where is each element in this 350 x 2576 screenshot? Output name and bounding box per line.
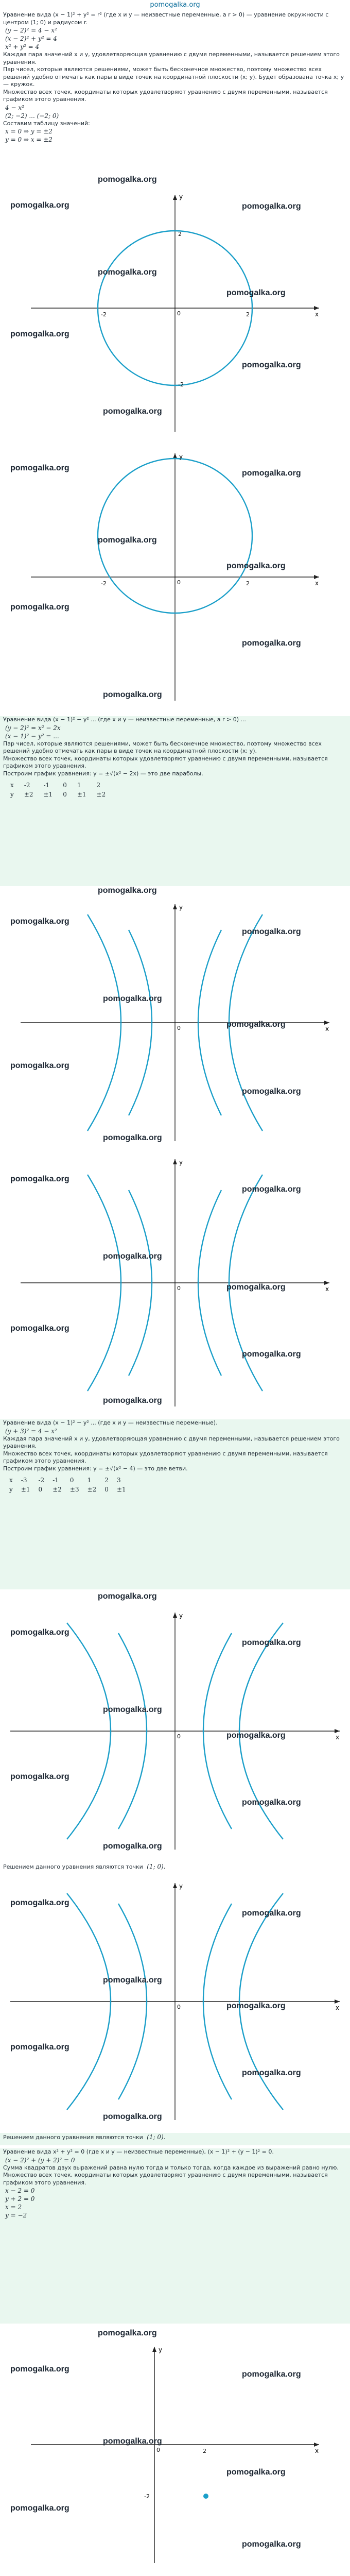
y-arrow-icon <box>173 1159 177 1164</box>
origin: 0 <box>177 2004 181 2010</box>
problem-a-eq3: x² + y² = 4 <box>5 43 40 50</box>
problem-a-p3: Множество всех точек, координаты которых удовлетворяют уравнению с двумя переменными, называется графиком этого уравнения. <box>3 88 328 103</box>
case-1: x − 2 = 0 <box>5 2187 35 2194</box>
table-cell: 0 <box>63 782 67 789</box>
problem-c-p2: Множество всех точек, координаты которых удовлетворяют уравнению с двумя переменными, называется графиком этого уравнения. <box>3 1450 328 1464</box>
table-cell: 0 <box>69 1477 74 1484</box>
origin: 0 <box>177 1733 181 1740</box>
y-label: y <box>179 1883 183 1890</box>
watermark: pomogalka.org <box>10 201 69 210</box>
graph-a2 <box>0 443 350 711</box>
table-cell: ±3 <box>69 1486 79 1493</box>
y-arrow-icon <box>173 195 177 200</box>
problem-c-p1: Каждая пара значений x и y, удовлетворяющая уравнению с двумя переменными, называется решением этого уравнения. <box>3 1435 340 1449</box>
table-cell: ±2 <box>96 791 106 798</box>
table-cell: 1 <box>87 1477 92 1484</box>
x-label: x <box>325 1285 329 1293</box>
watermark: pomogalka.org <box>103 1705 162 1714</box>
watermark: pomogalka.org <box>98 268 157 277</box>
tick-mtwo: -2 <box>101 311 107 318</box>
watermark: pomogalka.org <box>226 289 286 297</box>
problem-c-answer-2 <box>0 2133 350 2145</box>
table-cell: ±2 <box>24 791 33 798</box>
tick-y-mtwo: -2 <box>144 2493 150 2500</box>
table-cell: -1 <box>43 782 50 789</box>
x-arrow-icon <box>324 1281 329 1285</box>
table-cell: 3 <box>116 1477 121 1484</box>
y-arrow-icon <box>173 1613 177 1618</box>
x-arrow-icon <box>314 306 319 310</box>
problem-b-intro: Уравнение вида (x − 1)² − y² ... (где x и y — неизвестные переменные, а r > 0) ... <box>3 716 247 723</box>
watermark: pomogalka.org <box>98 2329 157 2337</box>
answer-value: (1; 0). <box>147 1863 166 1870</box>
table-cell: ±1 <box>116 1486 126 1493</box>
problem-b-p3: Построим график уравнения: y = ±√(x² − 2x) — это две параболы. <box>3 770 203 777</box>
table-cell: y <box>9 1486 13 1493</box>
watermark: pomogalka.org <box>10 1324 69 1333</box>
problem-b-eq1: (y − 2)² = x² − 2x <box>5 724 61 732</box>
origin: 0 <box>177 1285 181 1292</box>
watermark: pomogalka.org <box>242 2540 301 2549</box>
table-cell: 2 <box>104 1477 109 1484</box>
watermark: pomogalka.org <box>103 2437 162 2446</box>
problem-a-p2: Пар чисел, которые являются решениями, может быть бесконечное множество, поэтому множество всех решений удобно отмечать как пары в виде точек на координатной плоскости (x; y). Будет образована точка x; y — кружок. <box>3 66 344 88</box>
x-arrow-icon <box>324 1021 329 1025</box>
watermark: pomogalka.org <box>103 1252 162 1261</box>
x-arrow-icon <box>335 1729 340 1733</box>
problem-a-eq2: (x − 2)² + y² = 4 <box>5 35 57 42</box>
watermark: pomogalka.org <box>103 1396 162 1405</box>
case-4: y = −2 <box>5 2212 27 2219</box>
x-label: x <box>315 580 319 587</box>
watermark: pomogalka.org <box>10 2504 69 2513</box>
answer-value: (1; 0). <box>147 2133 166 2141</box>
watermark: pomogalka.org <box>242 361 301 369</box>
watermark: pomogalka.org <box>10 330 69 338</box>
tick-two: 2 <box>246 311 250 318</box>
y-arrow-icon <box>152 2347 156 2352</box>
watermark: pomogalka.org <box>10 1772 69 1781</box>
x-label: x <box>315 311 319 318</box>
watermark: pomogalka.org <box>10 1175 69 1183</box>
watermark: pomogalka.org <box>10 1628 69 1637</box>
watermark: pomogalka.org <box>103 994 162 1003</box>
problem-b-p2: Множество всех точек, координаты которых удовлетворяют уравнению с двумя переменными, называется графиком этого уравнения. <box>3 755 328 769</box>
watermark: pomogalka.org <box>242 1087 301 1096</box>
problem-a-p1: Каждая пара значений x и y, удовлетворяющая уравнению с двумя переменными, называется решением этого уравнения. <box>3 51 340 65</box>
table-cell: ±1 <box>21 1486 30 1493</box>
watermark: pomogalka.org <box>242 639 301 648</box>
origin: 0 <box>177 310 181 317</box>
x-label: x <box>315 2447 319 2454</box>
x-arrow-icon <box>314 575 319 579</box>
site-header[interactable]: pomogalka.org <box>0 0 350 10</box>
x-arrow-icon <box>314 2443 319 2447</box>
table-cell: -2 <box>38 1477 45 1484</box>
problem-c-eq1: (y + 3)² = 4 − x² <box>5 1427 57 1435</box>
y-label: y <box>159 2346 163 2353</box>
case-2: y + 2 = 0 <box>5 2195 35 2202</box>
problem-d-intro: Уравнение вида x² + y² = 0 (где x и y — неизвестные переменные), (x − 1)² + (y − 1)² = 0. <box>3 2148 274 2155</box>
watermark: pomogalka.org <box>98 175 157 184</box>
watermark: pomogalka.org <box>103 1133 162 1142</box>
problem-d-text <box>0 2148 350 2324</box>
y-label: y <box>179 904 183 911</box>
watermark: pomogalka.org <box>226 562 286 570</box>
tick-two: 2 <box>203 2448 206 2454</box>
graph-a1 <box>0 184 350 442</box>
watermark: pomogalka.org <box>242 2069 301 2077</box>
problem-c-intro: Уравнение вида (x − 1)² − y² ... (где x и y — неизвестные переменные). <box>3 1419 218 1426</box>
x-label: x <box>336 2004 340 2011</box>
watermark: pomogalka.org <box>10 603 69 612</box>
problem-b-text <box>0 716 350 886</box>
y-arrow-icon <box>173 1883 177 1888</box>
problem-c-table <box>5 1476 130 1494</box>
watermark: pomogalka.org <box>10 1899 69 1907</box>
watermark: pomogalka.org <box>103 1842 162 1851</box>
problem-b-table <box>5 781 111 799</box>
problem-d-p1: Сумма квадратов двух выражений равна нулю тогда и только тогда, когда каждое из выражений равно нулю. <box>3 2164 339 2171</box>
problem-a-row4: y = 0 ⇒ x = ±2 <box>5 136 52 143</box>
problem-a-table-caption: Составим таблицу значений: <box>3 120 90 127</box>
problem-d-p2: Множество всех точек, координаты которых удовлетворяют уравнению с двумя переменными, называется графиком этого уравнения. <box>3 2172 328 2186</box>
table-cell: 0 <box>63 791 67 798</box>
problem-b-p1: Пар чисел, которые являются решениями, может быть бесконечное множество, поэтому множество всех решений удобно отмечать как пары в виде точек на координатной плоскости (x; y). <box>3 740 322 754</box>
watermark: pomogalka.org <box>242 1798 301 1807</box>
problem-a-row2: (2; −2) ... (−2; 0) <box>5 112 59 120</box>
table-cell: ±2 <box>87 1486 97 1493</box>
watermark: pomogalka.org <box>226 2468 286 2477</box>
y-label: y <box>179 193 183 200</box>
table-cell: x <box>9 1477 13 1484</box>
answer-label: Решением данного уравнения являются точки <box>3 1863 143 1870</box>
problem-c-answer-1 <box>0 1862 350 1875</box>
watermark: pomogalka.org <box>226 1283 286 1292</box>
watermark: pomogalka.org <box>226 1731 286 1740</box>
watermark: pomogalka.org <box>103 407 162 416</box>
origin: 0 <box>177 1025 181 1031</box>
problem-c-text <box>0 1419 350 1589</box>
watermark: pomogalka.org <box>226 2002 286 2010</box>
table-cell: ±1 <box>77 791 86 798</box>
problem-a-row3: x = 0 ⇒ y = ±2 <box>5 128 52 135</box>
watermark: pomogalka.org <box>103 690 162 699</box>
watermark: pomogalka.org <box>242 202 301 211</box>
watermark: pomogalka.org <box>10 1061 69 1070</box>
watermark: pomogalka.org <box>242 1638 301 1647</box>
table-cell: 0 <box>38 1486 43 1493</box>
watermark: pomogalka.org <box>98 886 157 895</box>
y-arrow-icon <box>173 904 177 909</box>
table-cell: ±2 <box>52 1486 62 1493</box>
tick-mtwo: -2 <box>101 580 107 587</box>
y-label: y <box>179 1159 183 1166</box>
watermark: pomogalka.org <box>103 1976 162 1985</box>
table-cell: y <box>10 791 14 798</box>
table-cell: -3 <box>21 1477 27 1484</box>
watermark: pomogalka.org <box>98 1592 157 1601</box>
x-label: x <box>336 1734 340 1741</box>
watermark: pomogalka.org <box>242 1350 301 1359</box>
problem-a-row1: 4 − x² <box>5 104 24 111</box>
y-label: y <box>179 1612 183 1619</box>
table-cell: 1 <box>77 782 81 789</box>
problem-a-text <box>0 11 350 176</box>
origin: 0 <box>156 2447 160 2453</box>
x-label: x <box>325 1025 329 1032</box>
table-cell: x <box>10 782 14 789</box>
y-arrow-icon <box>173 453 177 459</box>
problem-a-intro: Уравнение вида (x − 1)² + y² = r² (где x и y — неизвестные переменные, а r > 0) — уравнение окружности с центром (1; 0) и радиусом r. <box>3 11 329 26</box>
tick-y-mtwo: -2 <box>178 381 184 388</box>
watermark: pomogalka.org <box>226 1020 286 1029</box>
watermark: pomogalka.org <box>10 917 69 926</box>
watermark: pomogalka.org <box>242 1185 301 1194</box>
watermark: pomogalka.org <box>242 469 301 478</box>
solution-point <box>203 2494 208 2499</box>
watermark: pomogalka.org <box>242 927 301 936</box>
origin: 0 <box>177 579 181 586</box>
table-cell: 2 <box>96 782 101 789</box>
watermark: pomogalka.org <box>103 2112 162 2121</box>
problem-c-p3: Построим график уравнения: y = ±√(x² − 4) — это две ветви. <box>3 1465 188 1472</box>
tick-y-two: 2 <box>178 231 182 238</box>
answer-label: Решением данного уравнения являются точки <box>3 2134 143 2141</box>
problem-d-eq1: (x − 2)² + (y + 2)² = 0 <box>5 2156 75 2164</box>
table-cell: -1 <box>52 1477 59 1484</box>
watermark: pomogalka.org <box>10 2365 69 2374</box>
problem-a-eq1: (y − 2)² = 4 − x² <box>5 27 57 34</box>
case-3: x = 2 <box>5 2204 22 2211</box>
watermark: pomogalka.org <box>98 536 157 545</box>
table-cell: 0 <box>104 1486 109 1493</box>
x-arrow-icon <box>335 1999 340 2004</box>
tick-two: 2 <box>246 580 250 587</box>
table-cell: -2 <box>24 782 30 789</box>
table-cell: ±1 <box>43 791 53 798</box>
watermark: pomogalka.org <box>242 2370 301 2379</box>
watermark: pomogalka.org <box>242 1909 301 1918</box>
watermark: pomogalka.org <box>10 2043 69 2052</box>
watermark: pomogalka.org <box>10 464 69 472</box>
y-label: y <box>179 453 183 460</box>
problem-b-eq2: (x − 1)² − y² = ... <box>5 732 59 740</box>
